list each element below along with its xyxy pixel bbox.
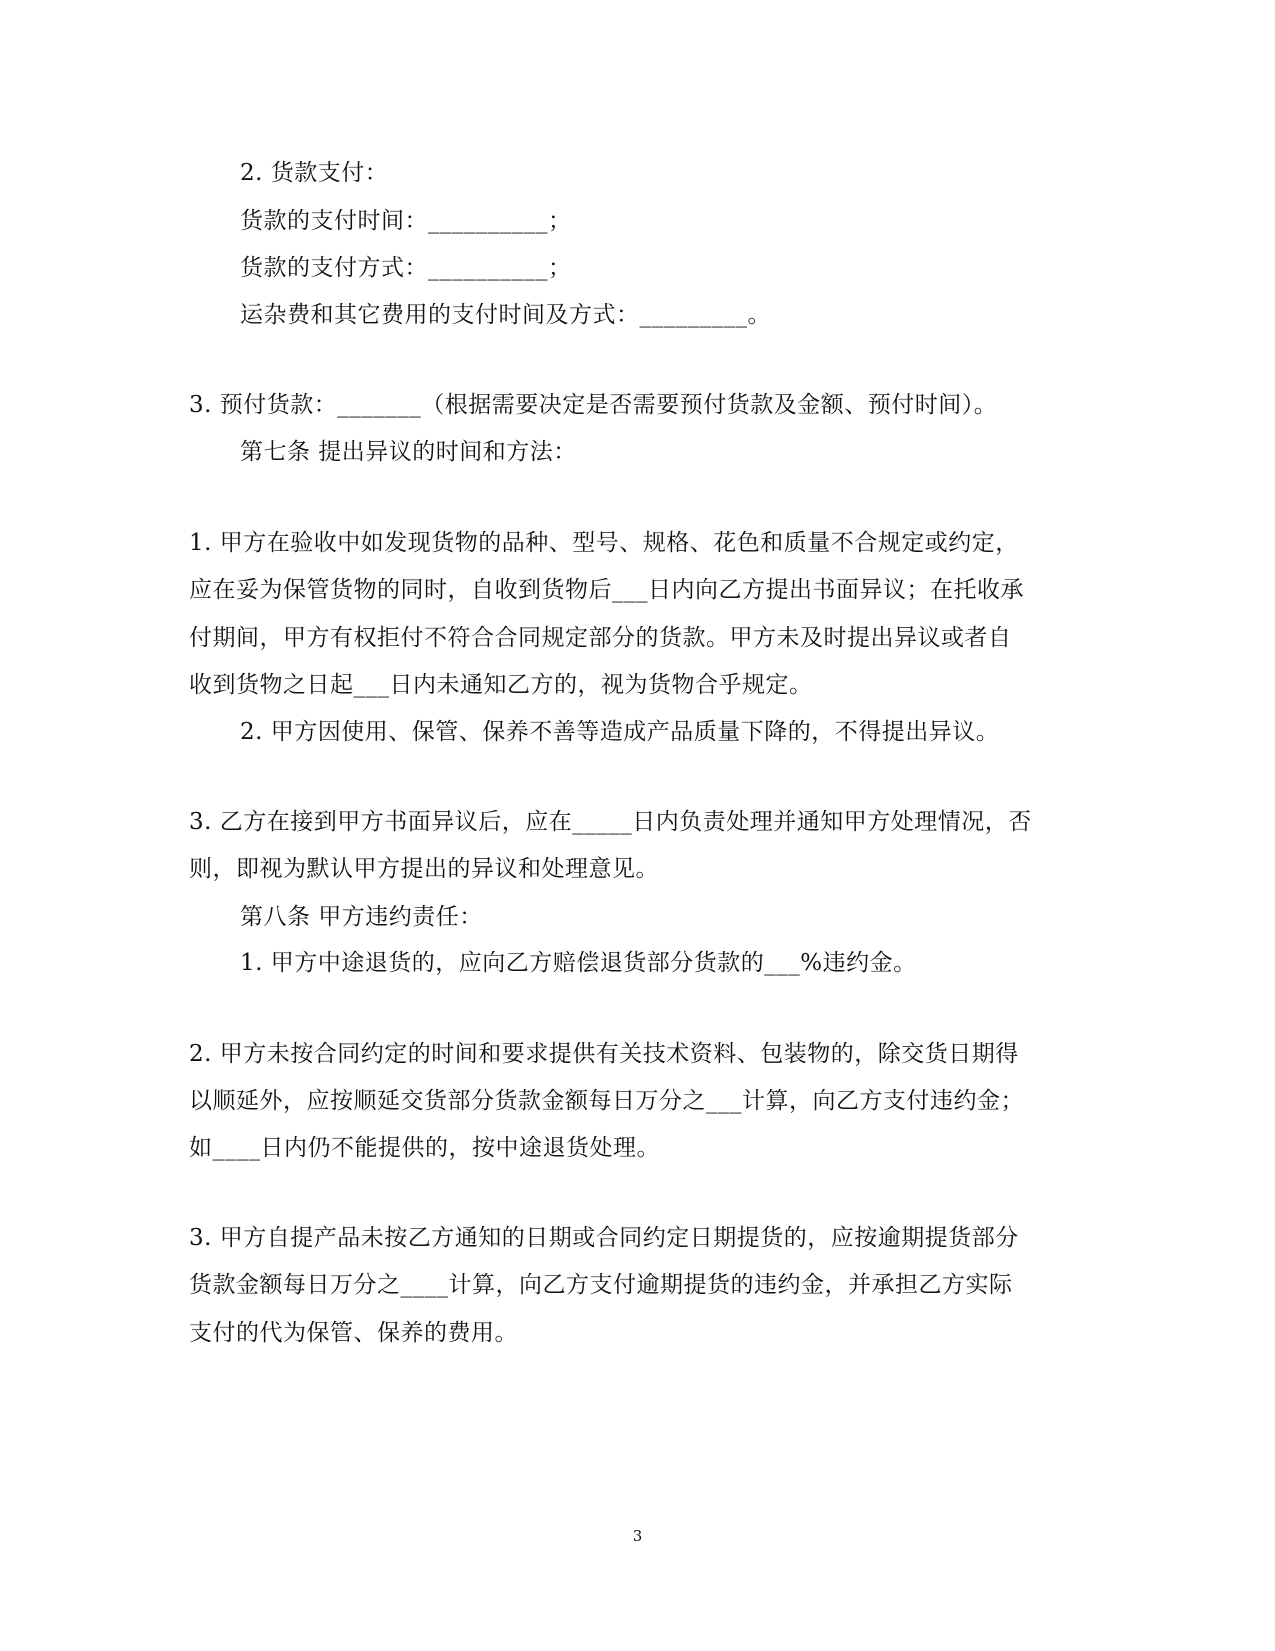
objection-clause-1-line-2: 应在妥为保管货物的同时，自收到货物后___日内向乙方提出书面异议；在托收承 (189, 577, 1024, 603)
breach-clause-3-line-3: 支付的代为保管、保养的费用。 (189, 1320, 518, 1346)
breach-clause-2-line-1: 2. 甲方未按合同约定的时间和要求提供有关技术资料、包装物的，除交货日期得 (189, 1041, 1019, 1067)
objection-clause-1-line-1: 1. 甲方在验收中如发现货物的品种、型号、规格、花色和质量不合规定或约定， (189, 530, 1019, 556)
payment-method-line: 货款的支付方式：__________； (240, 255, 572, 281)
prepayment-line: 3. 预付货款：_______（根据需要决定是否需要预付货款及金额、预付时间）。 (189, 392, 998, 418)
objection-clause-1-line-4: 收到货物之日起___日内未通知乙方的，视为货物合乎规定。 (189, 672, 813, 698)
article-eight-heading: 第八条 甲方违约责任： (240, 904, 483, 930)
freight-payment-line: 运杂费和其它费用的支付时间及方式：_________。 (240, 302, 771, 328)
objection-clause-1-line-3: 付期间，甲方有权拒付不符合合同规定部分的货款。甲方未及时提出异议或者自 (189, 625, 1012, 651)
breach-clause-1: 1. 甲方中途退货的，应向乙方赔偿退货部分货款的___%违约金。 (240, 950, 917, 976)
breach-clause-3-line-1: 3. 甲方自提产品未按乙方通知的日期或合同约定日期提货的，应按逾期提货部分 (189, 1225, 1019, 1251)
breach-clause-3-line-2: 货款金额每日万分之____计算，向乙方支付逾期提货的违约金，并承担乙方实际 (189, 1272, 1013, 1298)
objection-clause-3-line-1: 3. 乙方在接到甲方书面异议后，应在_____日内负责处理并通知甲方处理情况，否 (189, 809, 1032, 835)
article-seven-heading: 第七条 提出异议的时间和方法： (240, 439, 577, 465)
objection-clause-2: 2. 甲方因使用、保管、保养不善等造成产品质量下降的，不得提出异议。 (240, 719, 1000, 745)
objection-clause-3-line-2: 则，即视为默认甲方提出的异议和处理意见。 (189, 856, 659, 882)
breach-clause-2-line-2: 以顺延外，应按顺延交货部分货款金额每日万分之___计算，向乙方支付违约金； (189, 1088, 1024, 1114)
breach-clause-2-line-3: 如____日内仍不能提供的，按中途退货处理。 (189, 1135, 660, 1161)
payment-time-line: 货款的支付时间：__________； (240, 208, 572, 234)
payment-clause-heading: 2. 货款支付： (240, 160, 389, 186)
page-number: 3 (632, 1527, 643, 1545)
